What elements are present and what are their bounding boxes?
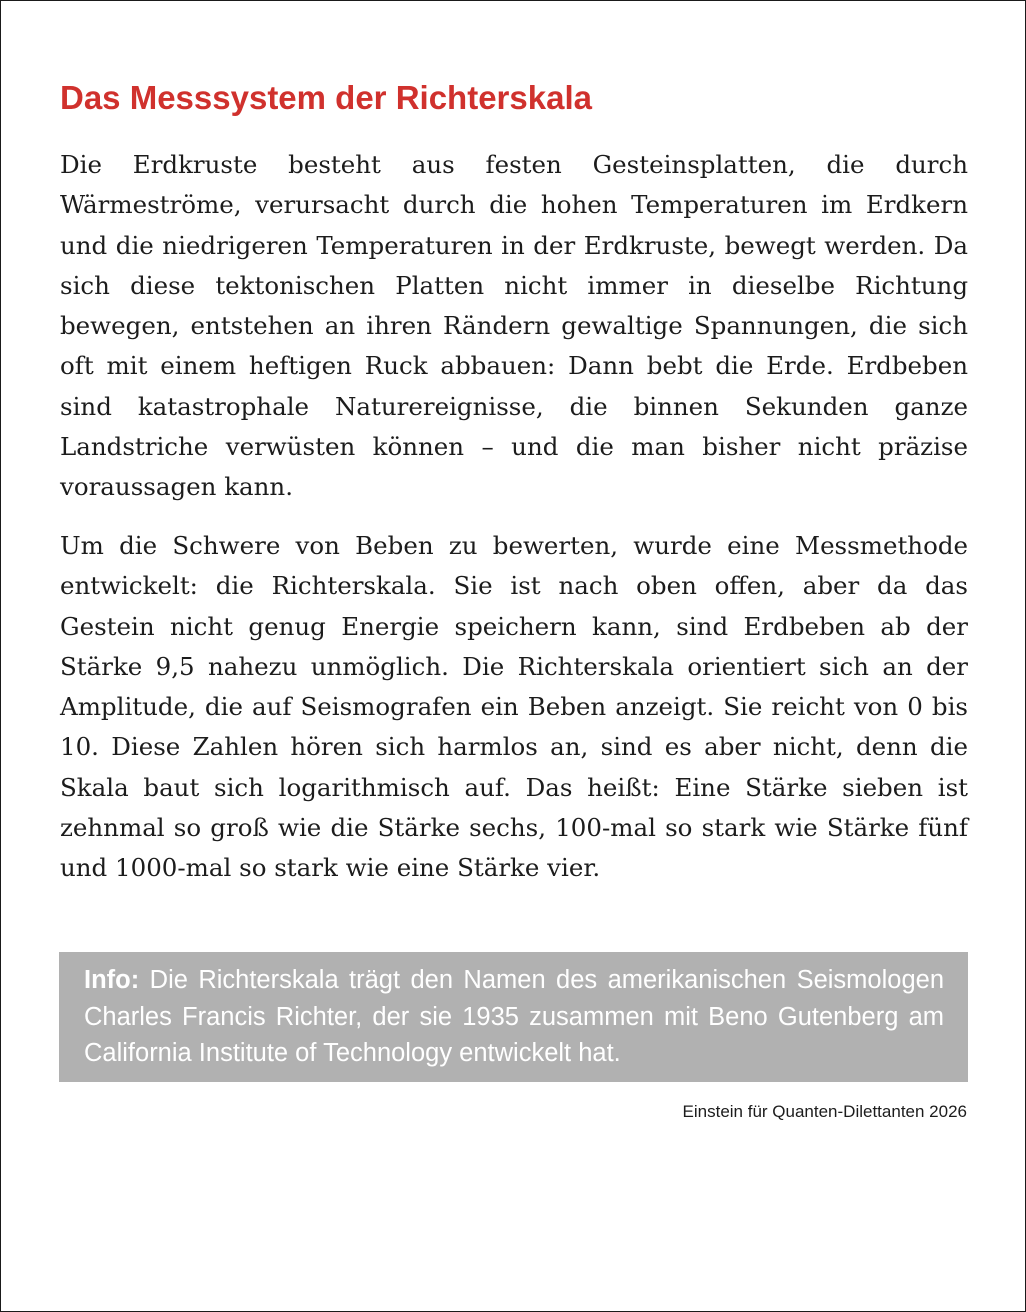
info-paragraph: [84, 962, 944, 1072]
page-title: Das Messsystem der Richterskala: [60, 79, 592, 116]
body-paragraph-2: Um die Schwere von Beben zu bewerten, wurde eine Messmethode entwickelt: die Richterskala. Sie ist nach oben offen, aber da das Gestein nicht genug Energie speichern kann, sind Erdbeben ab der Stärke 9,5 nahezu unmöglich. Die Richterskala orientiert sich an der Amplitude, die auf Seismografen ein Beben anzeigt. Sie reicht von 0 bis 10. Diese Zahlen hören sich harmlos an, sind es aber nicht, denn die Skala baut sich logarithmisch auf. Das heißt: Eine Stärke sieben ist zehnmal so groß wie die Stärke sechs, 100-mal so stark wie Stärke fünf und 1000-mal so stark wie eine Stärke vier.: [60, 531, 968, 883]
body-paragraph-1: Die Erdkruste besteht aus festen Gesteinsplatten, die durch Wärmeströme, verursacht durch die hohen Temperaturen im Erdkern und die niedrigeren Temperaturen in der Erdkruste, bewegt werden. Da sich diese tektonischen Platten nicht immer in dieselbe Richtung bewegen, entstehen an ihren Rändern gewaltige Spannungen, die sich oft mit einem heftigen Ruck abbauen: Dann bebt die Erde. Erdbeben sind katastrophale Naturereignisse, die binnen Sekunden ganze Landstriche verwüsten können – und die man bisher nicht präzise voraussagen kann.: [60, 150, 968, 502]
info-box: [59, 952, 968, 1082]
info-text: Die Richterskala trägt den Namen des amerikanischen Seismologen Charles Francis Richter, der sie 1935 zusammen mit Beno Gutenberg am California Institute of Technology entwickelt hat.: [84, 966, 944, 1067]
info-label: Info:: [84, 966, 140, 994]
footer-source: Einstein für Quanten-Dilettanten 2026: [682, 1102, 967, 1121]
